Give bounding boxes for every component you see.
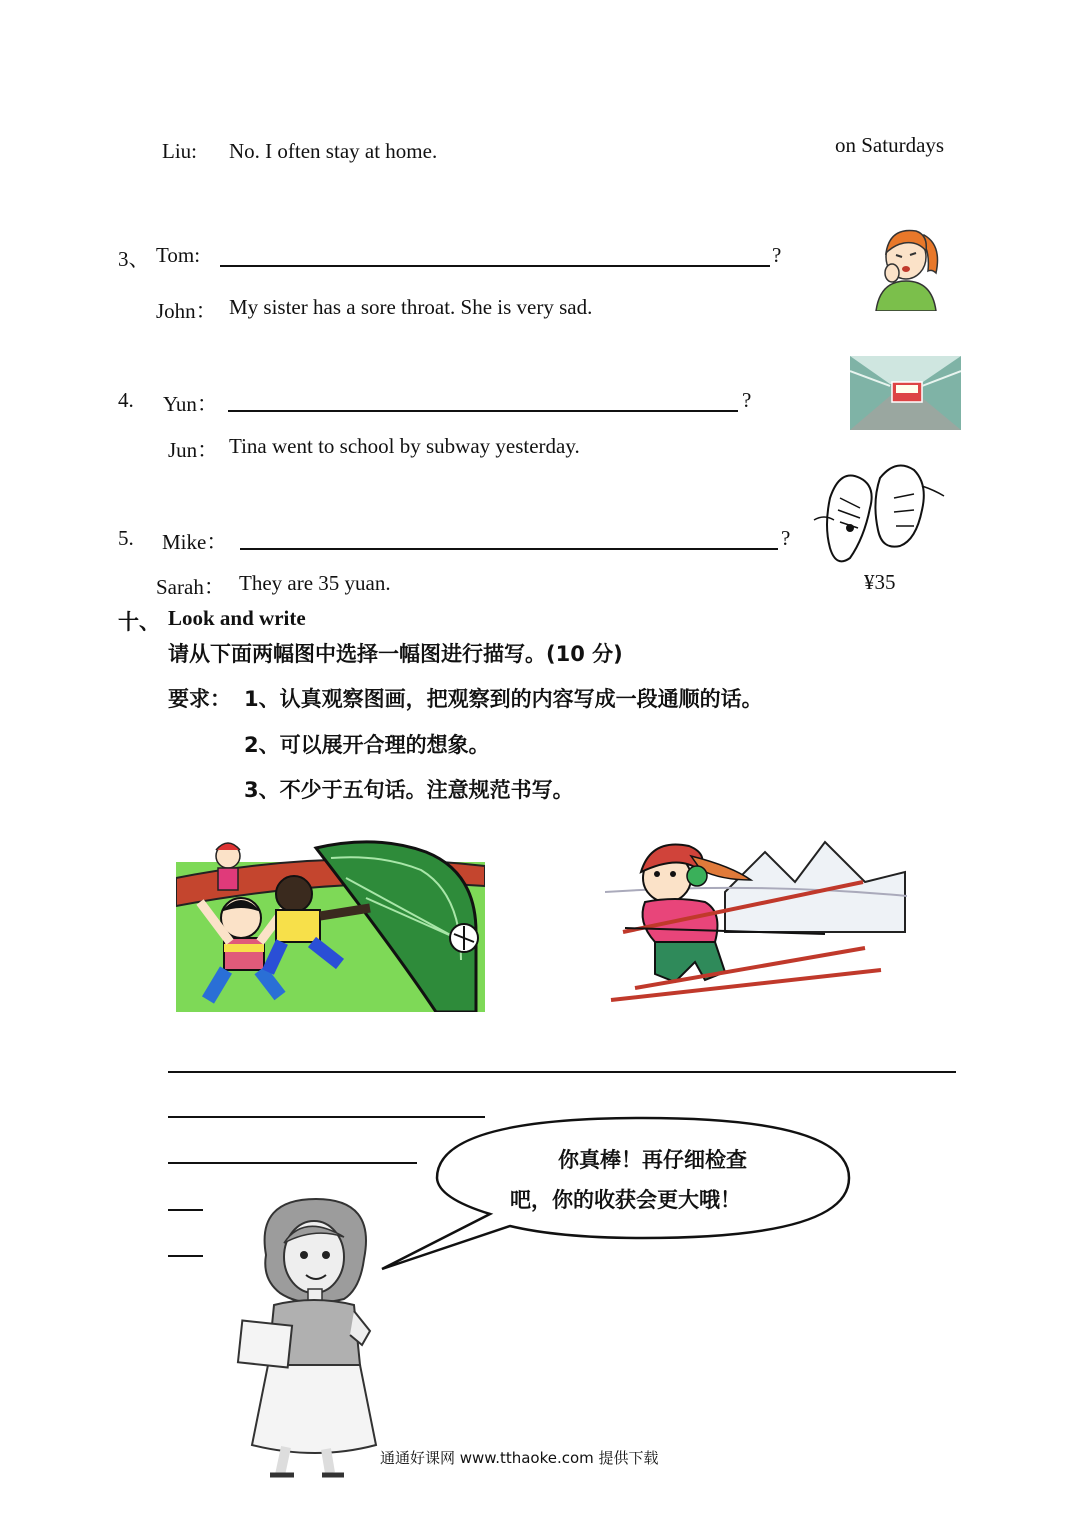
sore-throat-girl-picture: [862, 223, 946, 311]
sneakers-picture: [810, 458, 948, 566]
section10-number: 十、: [118, 610, 160, 634]
q3-responder: John：: [156, 299, 217, 323]
footer-credit: 通通好课网 www.tthaoke.com 提供下载: [380, 1449, 659, 1467]
q3-number: 3、: [118, 247, 150, 271]
speaker-liu: Liu:: [162, 139, 197, 163]
q4-question-mark: ?: [742, 388, 752, 412]
requirement-item: 2、可以展开合理的想象。: [244, 733, 490, 757]
requirement-item: 3、不少于五句话。注意规范书写。: [244, 778, 574, 802]
football-picture: [176, 838, 485, 1012]
q3-answer-blank[interactable]: [220, 265, 770, 267]
q4-asker: Yun：: [163, 392, 218, 416]
speech-bubble-line1: 你真棒！再仔细检查: [558, 1148, 747, 1172]
teacher-picture: [226, 1195, 386, 1485]
q5-asker: Mike：: [162, 530, 228, 554]
q5-answer-text: They are 35 yuan.: [239, 571, 391, 595]
section10-heading: Look and write: [168, 606, 306, 630]
q3-question-mark: ?: [772, 243, 782, 267]
q3-answer-text: My sister has a sore throat. She is very sad.: [229, 295, 593, 319]
writing-line[interactable]: [168, 1071, 956, 1073]
q4-number: 4.: [118, 388, 134, 412]
skiing-picture: [605, 832, 907, 1010]
writing-line[interactable]: [168, 1209, 203, 1211]
q5-number: 5.: [118, 526, 134, 550]
q3-asker: Tom:: [156, 243, 201, 267]
q4-responder: Jun：: [168, 438, 219, 462]
q5-question-mark: ?: [781, 526, 791, 550]
subway-picture: [850, 356, 961, 430]
price-tag: ¥35: [864, 570, 896, 594]
requirements-label: 要求：: [168, 687, 231, 711]
liu-answer: No. I often stay at home.: [229, 139, 438, 163]
hint-saturdays: on Saturdays: [835, 133, 945, 157]
q5-answer-blank[interactable]: [240, 548, 778, 550]
q4-answer-text: Tina went to school by subway yesterday.: [229, 434, 580, 458]
section10-instruction: 请从下面两幅图中选择一幅图进行描写。(10 分): [168, 642, 623, 666]
speech-bubble-line2: 吧，你的收获会更大哦！: [510, 1188, 741, 1212]
requirement-item: 1、认真观察图画，把观察到的内容写成一段通顺的话。: [244, 687, 763, 711]
writing-line[interactable]: [168, 1255, 203, 1257]
q4-answer-blank[interactable]: [228, 410, 738, 412]
q5-responder: Sarah：: [156, 575, 225, 599]
